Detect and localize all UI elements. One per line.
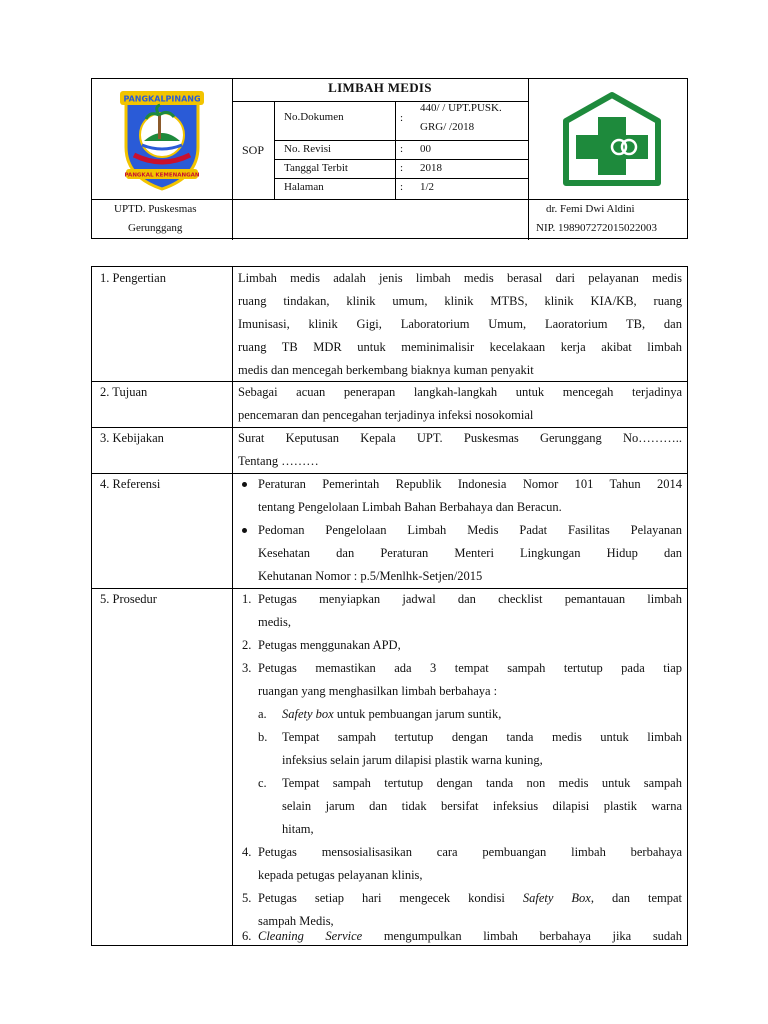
pangkalpinang-emblem-icon <box>112 85 212 195</box>
sop-label: SOP <box>241 143 264 157</box>
puskesmas-logo-icon <box>560 91 664 191</box>
pengertian-text <box>238 267 682 382</box>
step-number: 6. <box>242 929 252 943</box>
prosedur-step <box>238 634 682 657</box>
text-line: kepada petugas pelayanan klinis, <box>258 868 423 882</box>
text-line: ruangan yang menghasilkan limbah berbahaya : <box>258 684 498 698</box>
text-line: untuk pembuangan jarum suntik, <box>333 707 502 721</box>
text-line: Pedoman Pengelolaan Limbah Medis Padat Fasilitas Pelayanan <box>258 523 682 537</box>
prosedur-substep <box>258 772 682 841</box>
tanggal-terbit-value: 2018 <box>420 162 442 174</box>
text-line: Limbah medis adalah jenis limbah medis berasal dari pelayanan medis <box>238 271 682 285</box>
emblem-top-text: PANGKALPINANG <box>123 94 201 104</box>
prosedur-label: 5. Prosedur <box>100 592 157 606</box>
text-line: Petugas memastikan ada 3 tempat sampah tertutup pada tiap <box>258 661 682 675</box>
header-divider <box>274 140 528 141</box>
text-line: Kesehatan dan Peraturan Menteri Lingkungan Hidup dan <box>258 546 682 560</box>
text-line: tentang Pengelolaan Limbah Bahan Berbahaya dan Beracun. <box>258 500 562 514</box>
substep-letter: b. <box>258 730 268 744</box>
step-number: 3. <box>242 661 252 675</box>
bullet-icon <box>242 482 247 487</box>
tujuan-text <box>238 381 682 427</box>
header-divider <box>528 79 529 240</box>
substep-letter: a. <box>258 707 267 721</box>
text-line: mengumpulkan limbah berbahaya jika sudah <box>362 929 682 943</box>
prosedur-step <box>238 925 682 948</box>
step-number: 5. <box>242 891 252 905</box>
no-dokumen-sep: : <box>400 112 404 124</box>
halaman-sep: : <box>400 181 404 193</box>
halaman-label: Halaman <box>284 181 324 193</box>
document-header-table <box>91 78 688 239</box>
text-line: ruang TB MDR untuk meminimalisir kecelakaan kerja akibat limbah <box>238 340 682 354</box>
header-divider <box>274 101 275 199</box>
kebijakan-label: 3. Kebijakan <box>100 431 164 445</box>
prosedur-step <box>238 588 682 634</box>
text-line: Petugas menyiapkan jadwal dan checklist pemantauan limbah <box>258 592 682 606</box>
prosedur-substep <box>258 703 682 726</box>
header-divider <box>274 178 528 179</box>
prosedur-step <box>238 841 682 887</box>
no-dokumen-value: 440/ / UPT.PUSK. <box>420 102 502 114</box>
text-line: Tentang ……… <box>238 454 319 468</box>
text-line: hitam, <box>282 822 314 836</box>
header-divider <box>92 199 689 200</box>
text-line: Tempat sampah tertutup dengan tanda non medis untuk sampah <box>282 776 682 790</box>
bullet-icon <box>242 528 247 533</box>
unit-name: UPTD. Puskesmas <box>114 203 197 215</box>
no-revisi-label: No. Revisi <box>284 143 332 155</box>
tanggal-terbit-sep: : <box>400 162 404 174</box>
emblem-bottom-text: PANGKAL KEMENANGAN <box>124 172 200 179</box>
step-number: 1. <box>242 592 252 606</box>
referensi-item <box>238 473 682 519</box>
text-line: Kehutanan Nomor : p.5/Menlhk-Setjen/2015 <box>258 569 483 583</box>
text-line: ruang tindakan, klinik umum, klinik MTBS, klinik KIA/KB, ruang <box>238 294 682 308</box>
text-line: Imunisasi, klinik Gigi, Laboratorium Umum, Laoratorium TB, dan <box>238 317 682 331</box>
signer-nip: NIP. 198907272015022003 <box>536 222 658 234</box>
prosedur-substep <box>258 726 682 772</box>
text-line: pencemaran dan pencegahan terjadinya infeksi nosokomial <box>238 408 534 422</box>
referensi-item <box>238 519 682 588</box>
no-revisi-value: 00 <box>420 143 431 155</box>
substep-letter: c. <box>258 776 267 790</box>
signer-name: dr. Femi Dwi Aldini <box>546 203 635 215</box>
step-number: 4. <box>242 845 252 859</box>
tanggal-terbit-label: Tanggal Terbit <box>284 162 348 174</box>
text-line: infeksius selain jarum dilapisi plastik warna kuning, <box>282 753 543 767</box>
text-line: Petugas mensosialisasikan cara pembuangan limbah berbahaya <box>258 845 682 859</box>
italic-term: Safety box <box>282 707 334 721</box>
halaman-value: 1/2 <box>420 181 435 193</box>
text-line: , dan tempat <box>590 891 682 905</box>
text-line: Petugas menggunakan APD, <box>258 638 401 652</box>
text-line: sampah Medis, <box>258 914 334 928</box>
header-divider <box>395 101 396 199</box>
text-line: Sebagai acuan penerapan langkah-langkah untuk mencegah terjadinya <box>238 385 682 399</box>
text-line: medis, <box>258 615 291 629</box>
kebijakan-text <box>238 427 682 473</box>
header-divider <box>274 159 528 160</box>
prosedur-step <box>238 657 682 703</box>
text-line: Peraturan Pemerintah Republik Indonesia Nomor 101 Tahun 2014 <box>258 477 682 491</box>
column-divider <box>232 267 233 945</box>
no-revisi-sep: : <box>400 143 404 155</box>
step-number: 2. <box>242 638 252 652</box>
text-line: selain jarum dan tidak bersifat infeksius dilapisi plastik warna <box>282 799 682 813</box>
italic-term: Cleaning Service <box>258 929 363 943</box>
tujuan-label: 2. Tujuan <box>100 385 148 399</box>
italic-term: Safety Box <box>522 891 591 905</box>
text-line: Petugas setiap hari mengecek kondisi <box>258 891 523 905</box>
referensi-label: 4. Referensi <box>100 477 161 491</box>
unit-name-2: Gerunggang <box>128 222 183 234</box>
text-line: medis dan mencegah berkembang biaknya kuman penyakit <box>238 363 534 377</box>
text-line: Tempat sampah tertutup dengan tanda medis untuk limbah <box>282 730 682 744</box>
no-dokumen-value-2: GRG/ /2018 <box>420 121 475 133</box>
document-title: LIMBAH MEDIS <box>328 80 432 95</box>
no-dokumen-label: No.Dokumen <box>284 111 344 123</box>
pengertian-label: 1. Pengertian <box>100 271 166 285</box>
sop-content-table <box>91 266 688 946</box>
text-line: Surat Keputusan Kepala UPT. Puskesmas Gerunggang No……….. <box>238 431 682 445</box>
